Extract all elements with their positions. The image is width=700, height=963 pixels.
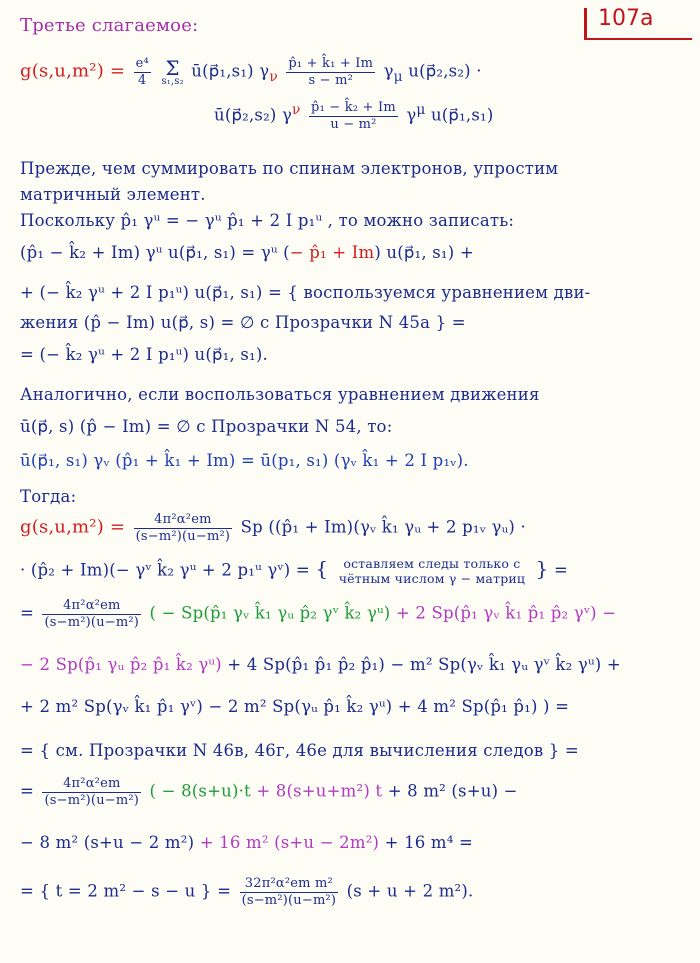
equation-14: = $\frac{\text{4π²α²em}}{\text{(s−m²)(u−m²)}}$ ( − 8(s+u)·t + 8(s+u+m²) t + 8 m² (s+u) − [20,776,518,808]
equation-16 [20,876,473,908]
eq1-lhs: g(s,u,m²) = [20,60,126,82]
eq1-spinor: u(p⃗₂,s₂) · [408,61,482,81]
page-number: 107a [598,6,654,31]
eq14-prefactor-den: (s−m²)(u−m²) [44,792,140,808]
text-line-4: Аналогично, если воспользоваться уравнением движения [20,385,540,404]
equation-2 [214,100,494,132]
eq1-spinor-bar: ū(p⃗₁,s₁) γ [191,61,270,81]
equation-5: жения (p̂ − Im) u(p⃗, s) = ∅ с Прозрачки N 45a } = [20,313,466,332]
eq16-result: (s + u + 2 m²). [346,881,474,901]
text-line-2: матричный элемент. [20,185,206,204]
equation-10: = $\frac{\text{4π²α²em}}{\text{(s−m²)(u−m²)}}$ ( − Sp(p̂₁ γᵥ k̂₁ γᵤ p̂₂ γᵛ k̂₂ γᵘ) + 2 Sp(p̂₁ γᵥ k̂₁ p̂₁ p̂₂ γᵛ) − [20,598,617,630]
eq2-spinor-bar: ū(p⃗₂,s₂) γ [214,105,293,125]
eq9-note [337,556,527,586]
eq1-nu: ν [269,68,278,85]
page-number-box [584,6,692,40]
eq9-note-line2: чётным числом γ − матриц [338,571,526,586]
eq2-prop-den: u − m² [330,116,377,132]
eq1-prefactor [134,56,151,88]
eq1-propagator [286,56,375,88]
eq14-prefactor [42,776,141,808]
eq11-rest: + 4 Sp(p̂₁ p̂₁ p̂₂ p̂₁) − m² Sp(γᵥ k̂₁ γᵤ γᵛ k̂₂ γᵘ) + [227,655,621,674]
eq10-prefactor-num: 4π²α²em [42,598,141,615]
equation-15 [20,834,473,853]
eq9-brace-open: { [315,556,329,581]
eq2-nu: ν [292,102,301,119]
text-line-1: Прежде, чем суммировать по спинам электронов, упростим [20,159,559,178]
eq2-gamma: γ [406,105,417,125]
eq2-prop-num: p̂₁ − k̂₂ + Im [311,100,396,115]
eq3-right: ) u(p⃗₁, s₁) + [374,243,474,262]
sum-subscript: s₁,s₂ [161,75,184,87]
equation-3 [20,244,474,263]
equation-9 [20,556,568,586]
eq14-purple-term: + 8(s+u+m²) t [256,781,383,801]
eq1-mu: μ [393,68,403,85]
eq10-prefactor-den: (s−m²)(u−m²) [44,614,140,630]
eq14-prefactor-num: 4π²α²em [42,776,141,793]
eq1-gamma: γ [383,61,394,81]
eq9-equals: = [554,560,569,580]
eq10-purple-term: + 2 Sp(p̂₁ γᵥ k̂₁ p̂₁ p̂₂ γᵛ) − [395,603,617,623]
equation-8 [20,512,526,544]
section-heading: Третье слагаемое: [20,15,199,36]
page-number-underline [584,38,692,40]
page-number-bar [584,8,587,38]
eq10-prefactor [42,598,141,630]
eq15-purple-term: + 16 m² (s+u − 2m²) [199,833,380,852]
text-line-5: ū(p⃗, s) (p̂ − Im) = ∅ с Прозрачки N 54, то: [20,417,393,436]
equation-11 [20,656,621,675]
eq9-brace-close: } [535,556,549,581]
equation-12: + 2 m² Sp(γᵥ k̂₁ p̂₁ γᵛ) − 2 m² Sp(γᵤ p̂₁ k̂₂ γᵘ) + 4 m² Sp(p̂₁ p̂₁) ) = [20,697,570,716]
eq2-mu: μ [416,102,426,119]
equation-1 [20,56,482,88]
eq9-note-line1: оставляем следы только с [343,556,521,571]
eq3-highlight: − p̂₁ + Im [289,243,375,262]
eq8-lhs: g(s,u,m²) = [20,516,126,538]
equation-6: = (− k̂₂ γᵘ + 2 I p₁ᵘ) u(p⃗₁, s₁). [20,345,268,364]
sum-symbol: Σ s₁,s₂ [161,55,184,87]
eq16-prefactor-den: (s−m²)(u−m²) [241,892,337,908]
eq1-prop-num: p̂₁ + k̂₁ + Im [288,56,374,71]
eq1-prefactor-den: 4 [138,72,147,88]
text-line-3: Поскольку p̂₁ γᵘ = − γᵘ p̂₁ + 2 I p₁ᵘ , то можно записать: [20,211,515,230]
eq8-trace: Sp ((p̂₁ + Im)(γᵥ k̂₁ γᵤ + 2 p₁ᵥ γᵤ) · [240,517,526,537]
eq8-prefactor-den: (s−m²)(u−m²) [135,528,231,544]
eq3-left: (p̂₁ − k̂₂ + Im) γᵘ u(p⃗₁, s₁) = γᵘ ( [20,243,290,262]
eq10-green-term: ( − Sp(p̂₁ γᵥ k̂₁ γᵤ p̂₂ γᵛ k̂₂ γᵘ) [149,603,391,623]
eq2-spinor: u(p⃗₁,s₁) [430,105,494,125]
eq1-prefactor-num: e⁴ [135,56,149,71]
eq11-purple-term: − 2 Sp(p̂₁ γᵤ p̂₂ p̂₁ k̂₂ γᵘ) [20,655,222,674]
eq14-green-term: ( − 8(s+u)·t [149,781,251,801]
equation-4: + (− k̂₂ γᵘ + 2 I p₁ᵘ) u(p⃗₁, s₁) = { воспользуемся уравнением дви- [20,283,591,302]
eq8-prefactor [134,512,233,544]
eq14-rest: + 8 m² (s+u) − [387,781,518,801]
eq16-substitution: = { t = 2 m² − s − u } = [20,881,232,901]
eq15-right: + 16 m⁴ = [384,833,474,852]
eq16-prefactor [240,876,339,908]
eq2-propagator [309,100,398,132]
eq8-prefactor-num: 4π²α²em [134,512,233,529]
eq16-prefactor-num: 32π²α²em m² [240,876,339,893]
eq1-prop-den: s − m² [308,72,354,88]
text-line-6: Тогда: [20,487,77,506]
eq9-left: · (p̂₂ + Im)(− γᵛ k̂₂ γᵘ + 2 p₁ᵘ γᵛ) = [20,560,310,580]
eq15-left: − 8 m² (s+u − 2 m²) [20,833,195,852]
equation-7: ū(p⃗₁, s₁) γᵥ (p̂₁ + k̂₁ + Im) = ū(p₁, s₁) (γᵥ k̂₁ + 2 I p₁ᵥ). [20,451,469,470]
equation-13: = { см. Прозрачки N 46в, 46г, 46е для вычисления следов } = [20,741,579,760]
